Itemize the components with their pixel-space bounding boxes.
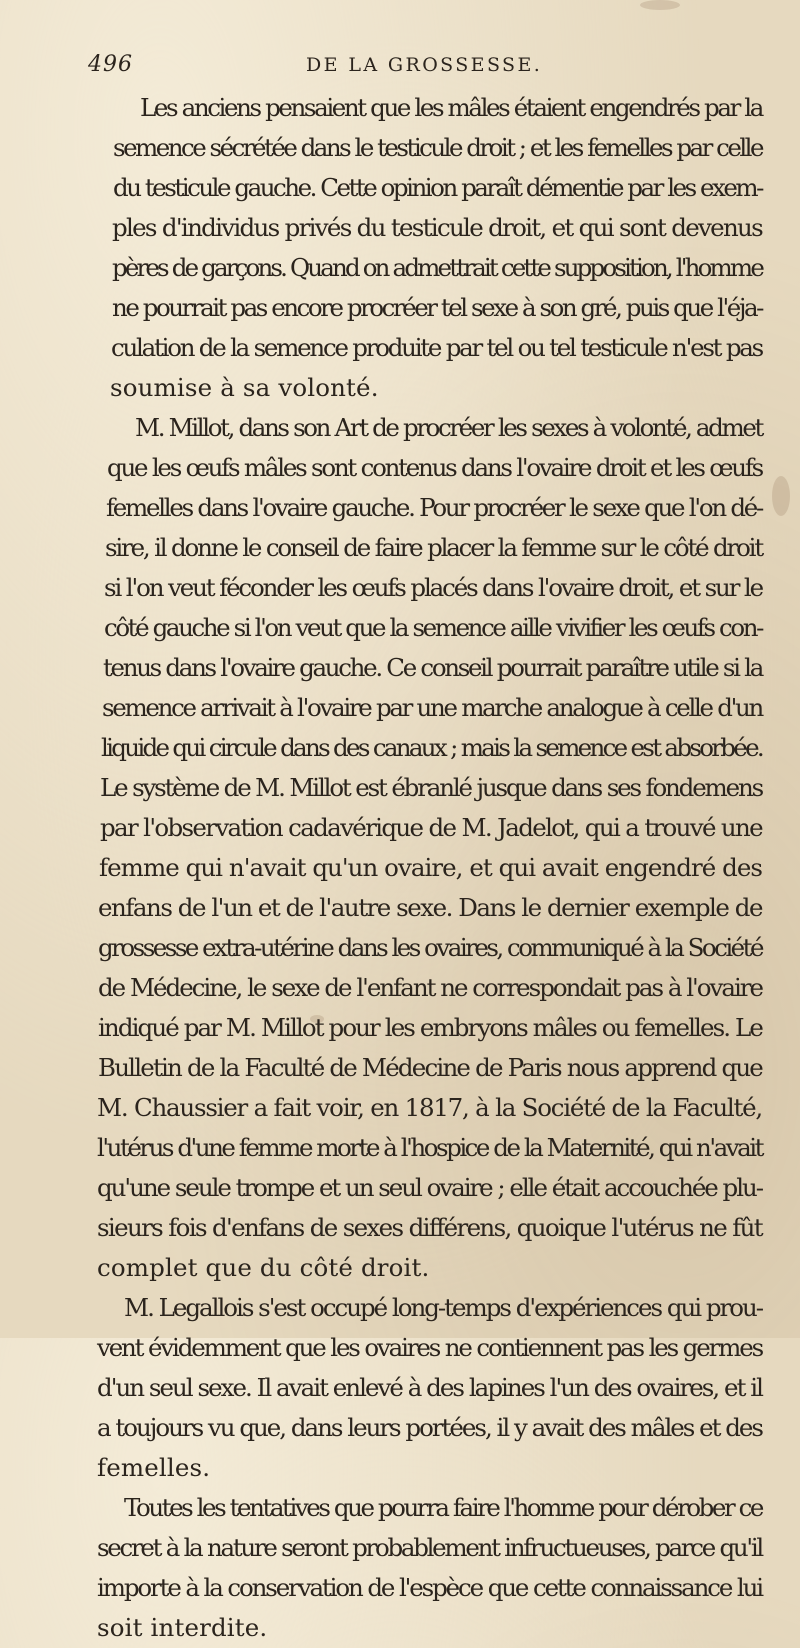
paragraph <box>0 1288 800 1488</box>
text-line: de Médecine, le sexe de l'enfant ne correspondait pas à l'ovaire <box>98 973 762 1002</box>
running-head <box>88 52 740 82</box>
text-line: grossesse extra-utérine dans les ovaires, communiqué à la Société <box>98 933 763 962</box>
paragraph <box>0 1488 800 1648</box>
text-line: côté gauche si l'on veut que la semence aille vivifier les œufs con- <box>104 613 762 642</box>
text-line: Toutes les tentatives que pourra faire l'homme pour dérober ce <box>124 1493 762 1522</box>
text-line: femelles. <box>97 1453 211 1482</box>
text-line: par l'observation cadavérique de M. Jadelot, qui a trouvé une <box>100 813 762 842</box>
text-line: que les œufs mâles sont contenus dans l'ovaire droit et les œufs <box>107 453 762 482</box>
text-line: sire, il donne le conseil de faire placer la femme sur le côté droit <box>105 533 762 562</box>
text-line: ples d'individus privés du testicule droit, et qui sont devenus <box>112 213 762 242</box>
text-line: soumise à sa volonté. <box>110 373 379 402</box>
text-line: culation de la semence produite par tel ou tel testicule n'est pas <box>111 333 762 362</box>
text-line: sieurs fois d'enfans de sexes différens, quoique l'utérus ne fût <box>97 1213 762 1242</box>
text-line: enfans de l'un et de l'autre sexe. Dans le dernier exemple de <box>98 893 762 922</box>
text-line: si l'on veut féconder les œufs placés dans l'ovaire droit, et sur le <box>104 573 763 602</box>
text-line: du testicule gauche. Cette opinion paraît démentie par les exem- <box>113 173 762 202</box>
text-line: complet que du côté droit. <box>97 1253 430 1282</box>
page-number: 496 <box>88 52 133 77</box>
text-line: pères de garçons. Quand on admettrait cette supposition, l'homme <box>112 253 762 282</box>
text-line: importe à la conservation de l'espèce que cette connaissance lui <box>97 1573 762 1602</box>
text-line: Le système de M. Millot est ébranlé jusque dans ses fondemens <box>100 773 762 802</box>
paper-stain <box>640 0 680 10</box>
text-line: secret à la nature seront probablement infructueuses, parce qu'il <box>97 1533 762 1562</box>
text-line: liquide qui circule dans des canaux ; mais la semence est absorbée. <box>101 733 762 762</box>
text-line: M. Millot, dans son Art de procréer les sexes à volonté, admet <box>135 413 762 442</box>
text-line: d'un seul sexe. Il avait enlevé à des lapines l'un des ovaires, et il <box>97 1373 762 1402</box>
text-line: semence sécrétée dans le testicule droit ; et les femelles par celle <box>113 133 762 162</box>
text-line: vent évidemment que les ovaires ne contiennent pas les germes <box>97 1333 762 1362</box>
body-text <box>0 88 800 1648</box>
text-line: M. Legallois s'est occupé long-temps d'expériences qui prou- <box>124 1293 762 1322</box>
text-line: femme qui n'avait qu'un ovaire, et qui avait engendré des <box>99 853 762 882</box>
text-line: a toujours vu que, dans leurs portées, il y avait des mâles et des <box>97 1413 762 1442</box>
text-line: l'utérus d'une femme morte à l'hospice de la Maternité, qui n'avait <box>97 1133 762 1162</box>
paragraph <box>0 408 800 1288</box>
text-line: M. Chaussier a fait voir, en 1817, à la Société de la Faculté, <box>97 1093 762 1122</box>
text-line: Les anciens pensaient que les mâles étaient engendrés par la <box>140 93 762 122</box>
text-line: indiqué par M. Millot pour les embryons mâles ou femelles. Le <box>98 1013 762 1042</box>
text-line: semence arrivait à l'ovaire par une marche analogue à celle d'un <box>102 693 762 722</box>
text-line: Bulletin de la Faculté de Médecine de Paris nous apprend que <box>98 1053 762 1082</box>
text-line: tenus dans l'ovaire gauche. Ce conseil pourrait paraître utile si la <box>103 653 762 682</box>
text-line: femelles dans l'ovaire gauche. Pour procréer le sexe que l'on dé- <box>106 493 762 522</box>
text-line: ne pourrait pas encore procréer tel sexe à son gré, puis que l'éja- <box>112 293 762 322</box>
paragraph <box>0 88 800 408</box>
text-line: soit interdite. <box>97 1613 268 1642</box>
running-title: DE LA GROSSESSE. <box>306 54 543 76</box>
text-line: qu'une seule trompe et un seul ovaire ; elle était accouchée plu- <box>97 1173 762 1202</box>
